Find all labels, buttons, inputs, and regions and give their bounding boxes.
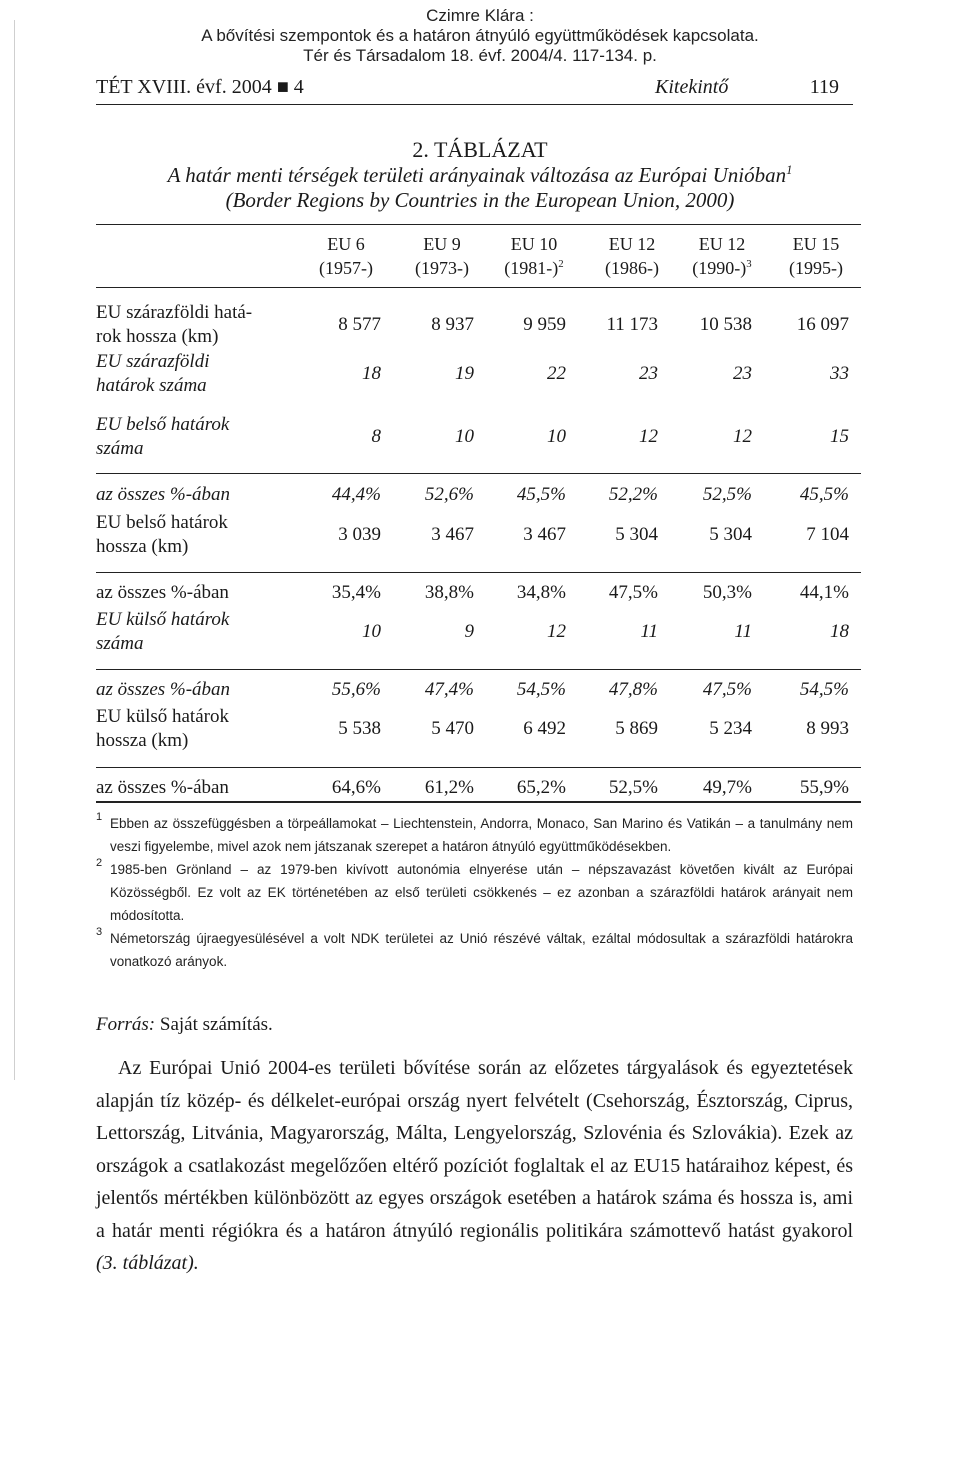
column-period-text: (1973-)	[415, 258, 469, 278]
table-cell: 10	[455, 426, 474, 447]
row-label-line: az összes %-ában	[96, 484, 231, 505]
table-rule	[96, 669, 861, 670]
row-label	[96, 581, 296, 605]
row-label	[96, 776, 296, 800]
row-label	[96, 608, 296, 656]
citation-author: Czimre Klára :	[426, 6, 534, 25]
table-cell: 15	[830, 426, 849, 447]
table-cell: 9 959	[523, 314, 566, 335]
table-cell: 33	[830, 363, 849, 384]
column-name: EU 10	[510, 234, 558, 254]
table-rule	[96, 801, 861, 803]
footnote-number: 3	[96, 926, 103, 938]
column-period-text: (1957-)	[319, 258, 373, 278]
table-cell: 5 234	[709, 718, 752, 739]
column-header	[676, 232, 768, 280]
row-label-line: hossza (km)	[96, 730, 189, 751]
table-cell: 52,2%	[608, 484, 658, 505]
row-label-line: határok száma	[96, 375, 207, 396]
row-label-line: hossza (km)	[96, 536, 189, 557]
table-label: 2. TÁBLÁZAT	[412, 137, 548, 162]
row-label-line: száma	[96, 633, 144, 654]
section-name: Kitekintő	[655, 76, 729, 98]
table-cell: 64,6%	[331, 777, 381, 798]
table-cell: 5 470	[431, 718, 474, 739]
column-period-text: (1995-)	[789, 258, 843, 278]
table-cell: 6 492	[523, 718, 566, 739]
table-cell: 3 039	[338, 524, 381, 545]
table-cell: 50,3%	[702, 582, 752, 603]
table-cell: 34,8%	[516, 582, 566, 603]
table-cell: 47,8%	[608, 679, 658, 700]
table-cell: 44,4%	[331, 484, 381, 505]
table-cell: 38,8%	[424, 582, 474, 603]
page-number: 119	[809, 76, 839, 98]
row-label-line: EU külső határok	[96, 706, 229, 727]
table-rule	[96, 473, 861, 474]
table-cell: 45,5%	[516, 484, 566, 505]
running-head	[96, 74, 853, 105]
table-cell: 12	[733, 426, 752, 447]
row-label-line: száma	[96, 438, 144, 459]
column-period	[770, 256, 862, 280]
column-header	[300, 232, 392, 280]
citation-title: A bővítési szempontok és a határon átnyúló együttműködések kapcsolata.	[201, 26, 759, 45]
citation-header	[0, 6, 960, 66]
table-cell: 47,4%	[424, 679, 474, 700]
footnotes	[96, 812, 853, 973]
row-label-line: EU szárazföldi	[96, 351, 210, 372]
column-header	[396, 232, 488, 280]
footnote-text: Németország újraegyesülésével a volt NDK területei az Unió részévé váltak, ezáltal módosultak a szárazföldi határokra vonatkozó arányok.	[110, 931, 853, 969]
column-name: EU 15	[792, 234, 840, 254]
table-rule	[96, 767, 861, 768]
table-rule	[96, 572, 861, 573]
table-cell: 5 538	[338, 718, 381, 739]
table-title	[0, 163, 960, 213]
column-name: EU 12	[698, 234, 746, 254]
table-cell: 3 467	[431, 524, 474, 545]
row-label	[96, 678, 296, 702]
table-title-hu: A határ menti térségek területi arányainak változása az Európai Unióban	[167, 163, 787, 187]
footnote	[96, 927, 853, 973]
table-header	[96, 232, 861, 284]
source-text: Saját számítás.	[159, 1014, 273, 1035]
citation-source: Tér és Társadalom 18. évf. 2004/4. 117-134. p.	[303, 46, 657, 65]
row-label	[96, 413, 296, 461]
footnote-text: Ebben az összefüggésben a törpeállamokat – Liechtenstein, Andorra, Monaco, San Marino és Vatikán – a tanulmány nem veszi figyelembe, mivel azok nem játszanak szerepet a határon átnyúló együttműködésekben.	[110, 816, 853, 854]
table-cell: 22	[547, 363, 566, 384]
column-period	[300, 256, 392, 280]
table-cell: 5 869	[615, 718, 658, 739]
column-period	[586, 256, 678, 280]
source-note	[96, 1014, 273, 1036]
column-header	[770, 232, 862, 280]
column-period	[676, 256, 768, 280]
table-cell: 5 304	[615, 524, 658, 545]
row-label	[96, 301, 296, 349]
footnote-number: 2	[96, 857, 103, 869]
table-cell: 10	[547, 426, 566, 447]
footnote-text: 1985-ben Grönland – az 1979-ben kivívott autonómia elnyerése után – népszavazást követően kivált az Európai Közösségből. Ez volt az EK történetében az első területi csökkenés – ez azonban a szárazföldi határok arányait nem módosította.	[110, 862, 853, 923]
table-cell: 12	[639, 426, 658, 447]
table-cell: 8	[371, 426, 381, 447]
table-cell: 11 173	[606, 314, 658, 335]
table-cell: 52,5%	[608, 777, 658, 798]
table-cell: 55,9%	[799, 777, 849, 798]
table-reference: (3. táblázat).	[96, 1252, 199, 1274]
column-period	[488, 256, 580, 280]
row-label-line: EU külső határok	[96, 609, 230, 630]
table-cell: 52,5%	[702, 484, 752, 505]
table-cell: 5 304	[709, 524, 752, 545]
table-cell: 45,5%	[799, 484, 849, 505]
journal-name: TÉT XVIII. évf. 2004 ■ 4	[96, 76, 304, 98]
table-cell: 18	[362, 363, 381, 384]
table-cell: 19	[455, 363, 474, 384]
table-cell: 11	[734, 621, 752, 642]
column-header	[586, 232, 678, 280]
column-footnote-ref: 2	[558, 258, 564, 270]
source-label: Forrás:	[96, 1014, 156, 1035]
table-cell: 7 104	[806, 524, 849, 545]
table-cell: 8 577	[338, 314, 381, 335]
table-cell: 3 467	[523, 524, 566, 545]
footnote	[96, 812, 853, 858]
header-bottom-rule	[96, 287, 861, 288]
row-label	[96, 511, 296, 559]
body-paragraph	[96, 1052, 853, 1280]
column-period-text: (1990-)	[692, 258, 747, 278]
column-name: EU 12	[608, 234, 656, 254]
table-cell: 8 937	[431, 314, 474, 335]
table-cell: 65,2%	[516, 777, 566, 798]
table-cell: 11	[640, 621, 658, 642]
table-title-en: (Border Regions by Countries in the European Union, 2000)	[225, 188, 735, 212]
column-period-text: (1981-)	[504, 258, 559, 278]
table-cell: 18	[830, 621, 849, 642]
table-title-footnote-ref: 1	[786, 163, 793, 177]
table-cell: 35,4%	[331, 582, 381, 603]
table-cell: 52,6%	[424, 484, 474, 505]
table-cell: 23	[733, 363, 752, 384]
row-label-line: EU belső határok	[96, 512, 228, 533]
column-footnote-ref: 3	[746, 258, 752, 270]
row-label-line: rok hossza (km)	[96, 326, 219, 347]
footnote	[96, 858, 853, 927]
row-label-line: EU belső határok	[96, 414, 230, 435]
table-cell: 12	[547, 621, 566, 642]
table-cell: 16 097	[796, 314, 849, 335]
row-label	[96, 350, 296, 398]
row-label	[96, 483, 296, 507]
table-cell: 9	[464, 621, 474, 642]
table-cell: 10 538	[699, 314, 752, 335]
column-name: EU 9	[423, 234, 461, 254]
table-cell: 47,5%	[608, 582, 658, 603]
column-name: EU 6	[327, 234, 365, 254]
table-cell: 47,5%	[702, 679, 752, 700]
table-cell: 55,6%	[331, 679, 381, 700]
footnote-number: 1	[96, 811, 103, 823]
table-cell: 54,5%	[799, 679, 849, 700]
column-header	[488, 232, 580, 280]
table-cell: 8 993	[806, 718, 849, 739]
row-label-line: EU szárazföldi hatá-	[96, 302, 253, 323]
table-top-rule	[96, 224, 861, 225]
row-label	[96, 705, 296, 753]
row-label-line: az összes %-ában	[96, 679, 231, 700]
table-cell: 54,5%	[516, 679, 566, 700]
table-cell: 61,2%	[424, 777, 474, 798]
table-cell: 23	[639, 363, 658, 384]
table-cell: 44,1%	[799, 582, 849, 603]
row-label-line: az összes %-ában	[96, 582, 229, 603]
table-cell: 49,7%	[702, 777, 752, 798]
row-label-line: az összes %-ában	[96, 777, 229, 798]
table-cell: 10	[362, 621, 381, 642]
body-paragraph-text: Az Európai Unió 2004-es területi bővítése során az előzetes tárgyalások és egyeztetések alapján tíz közép- és délkelet-európai ország nyert felvételt (Csehország, Észtország, Ciprus, Lettország, Litvánia, Magyarország, Málta, Lengyelország, Szlovénia és Szlovákia). Ezek az országok a csatlakozást megelőzően eltérő pozíciót foglaltak el az EU15 határaihoz képest, és jelentős mértékben különbözött az egyes országok esetében a határok száma és hossza is, ami a határ menti régiókra és a határon átnyúló regionális politikára számottevő hatást gyakorol	[96, 1057, 853, 1242]
column-period	[396, 256, 488, 280]
column-period-text: (1986-)	[605, 258, 659, 278]
